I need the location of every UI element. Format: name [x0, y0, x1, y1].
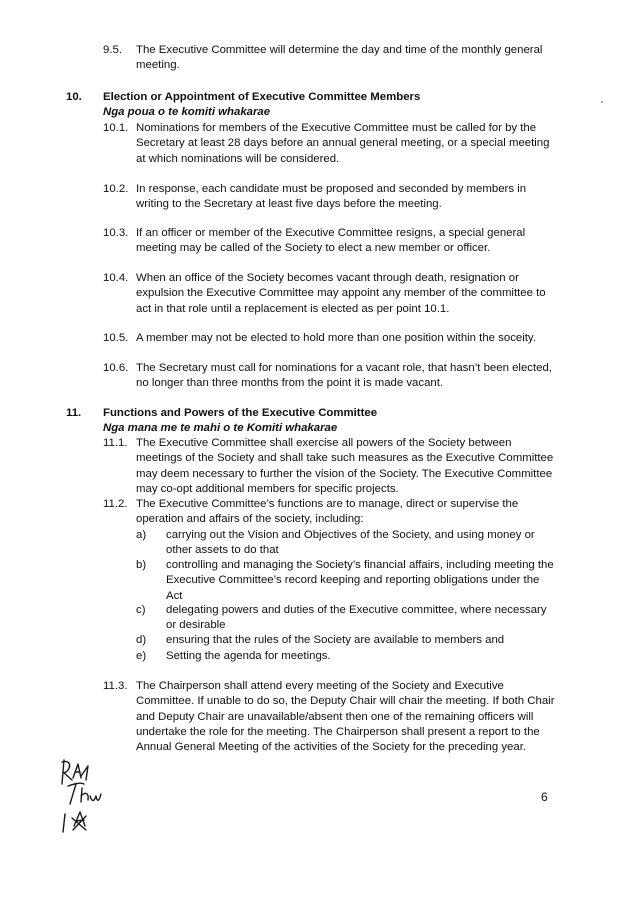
clause-number: 10.6. [103, 362, 129, 374]
clause-number: 10.4. [103, 272, 129, 284]
page-number: 6 [541, 790, 548, 804]
clause-number: 10.5. [103, 332, 129, 344]
section-heading: Functions and Powers of the Executive Committee [103, 407, 378, 419]
list-item-letter: e) [136, 650, 147, 662]
list-item-text: delegating powers and duties of the Executive committee, where necessary or desirable [166, 604, 547, 632]
clause-number: 11.1. [103, 437, 128, 449]
clause-text: The Secretary must call for nominations for a vacant role, that hasn’t been elected, no longer than three months from the point it is made vacant. [136, 362, 552, 390]
list-item-letter: b) [136, 559, 147, 571]
section-subheading: Nga mana me te mahi o te Komiti whakarae [103, 422, 338, 434]
clause-text: The Executive Committee’s functions are to manage, direct or supervise the operation and affairs of the society, including: [136, 498, 519, 526]
clause-number: 10.1. [103, 122, 129, 134]
list-item-text: ensuring that the rules of the Society are available to members and [166, 634, 505, 646]
clause-number: 9.5. [103, 44, 122, 56]
clause-text: A member may not be elected to hold more than one position within the soceity. [136, 332, 536, 344]
section-subheading: Nga poua o te komiti whakarae [103, 106, 271, 118]
list-item-letter: a) [136, 529, 147, 541]
clause-text: In response, each candidate must be proposed and seconded by members in writing to the Secretary at least five days before the meeting. [136, 183, 527, 211]
clause-text: The Executive Committee shall exercise all powers of the Society between meetings of the Society and shall take such measures as the Executive Committee may deem necessary to further the vision of the Society. The Executive Committee may co-opt additional members for specific projects. [136, 437, 554, 495]
list-item-text: Setting the agenda for meetings. [166, 650, 331, 662]
list-item-letter: c) [136, 604, 146, 616]
list-item-text: carrying out the Vision and Objectives of the Society, and using money or other assets to do that [166, 529, 535, 557]
clause-number: 11.2. [103, 498, 128, 510]
clause-text: If an officer or member of the Executive Committee resigns, a special general meeting may be called of the Society to elect a new member or officer. [136, 227, 526, 255]
clause-text: Nominations for members of the Executive Committee must be called for by the Secretary at least 28 days before an annual general meeting, or a special meeting at which nominations will be considered. [136, 122, 550, 165]
handwritten-initials-icon [58, 758, 118, 836]
section-heading: Election or Appointment of Executive Committee Members [103, 91, 421, 103]
section-number: 11. [66, 407, 82, 419]
margin-speck [601, 101, 603, 103]
list-item-text: controlling and managing the Society’s financial affairs, including meeting the Executive Committee’s record keeping and reporting obligations under the Act [166, 559, 554, 602]
clause-number: 11.3. [103, 680, 128, 692]
clause-number: 10.3. [103, 227, 129, 239]
clause-number: 10.2. [103, 183, 129, 195]
clause-text: When an office of the Society becomes vacant through death, resignation or expulsion the Executive Committee may appoint any member of the committee to act in that role until a replacement is elected as per point 10.1. [136, 272, 546, 315]
clause-text: The Chairperson shall attend every meeting of the Society and Executive Committee. If unable to do so, the Deputy Chair will chair the meeting. If both Chair and Deputy Chair are unavailable/absent then one of the remaining officers will undertake the role for the meeting. The Chairperson shall present a report to the Annual General Meeting of the activities of the Society for the preceding year. [136, 680, 555, 754]
clause-text: The Executive Committee will determine the day and time of the monthly general meeting. [136, 44, 543, 72]
list-item-letter: d) [136, 634, 147, 646]
section-number: 10. [66, 91, 82, 103]
